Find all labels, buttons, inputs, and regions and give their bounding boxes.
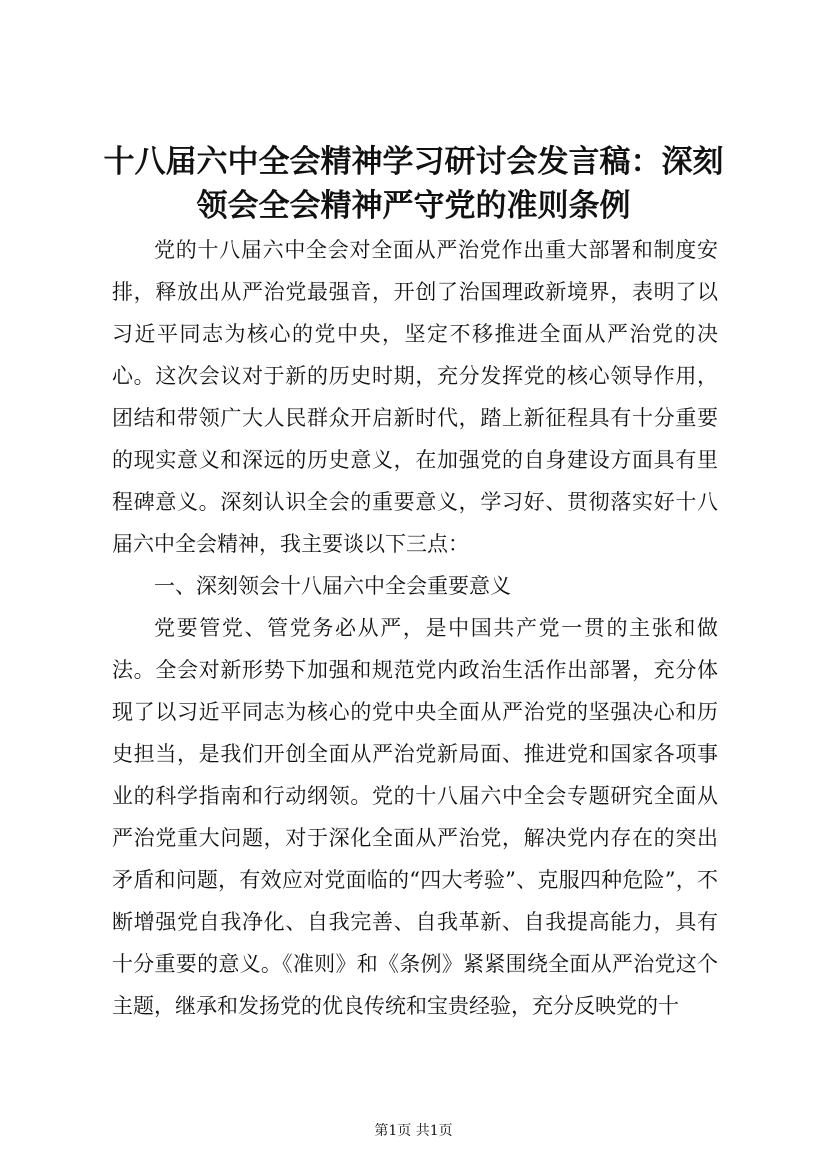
paragraph-intro: 党的十八届六中全会对全面从严治党作出重大部署和制度安排，释放出从严治党最强音，开创了治国理政新境界，表明了以习近平同志为核心的党中央，坚定不移推进全面从严治党的决心。这次会议对于新的历史时期，充分发挥党的核心领导作用，团结和带领广大人民群众开启新时代，踏上新征程具有十分重要的现实意义和深远的历史意义，在加强党的自身建设方面具有里程碑意义。深刻认识全会的重要意义，学习好、贯彻落实好十八届六中全会精神，我主要谈以下三点： <box>112 238 718 556</box>
document-title: 十八届六中全会精神学习研讨会发言稿：深刻领会全会精神严守党的准则条例 <box>103 144 724 224</box>
paragraph-section-1: 党要管党、管党务必从严，是中国共产党一贯的主张和做法。全会对新形势下加强和规范党内政治生活作出部署，充分体现了以习近平同志为核心的党中央全面从严治党的坚强决心和历史担当，是我们开创全面从严治党新局面、推进党和国家各项事业的科学指南和行动纲领。党的十八届六中全会专题研究全面从严治党重大问题，对于深化全面从严治党，解决党内存在的突出矛盾和问题，有效应对党面临的“四大考验”、克服四种危险”，不断增强党自我净化、自我完善、自我革新、自我提高能力，具有十分重要的意义。《准则》和《条例》紧紧围绕全面从严治党这个主题，继承和发扬党的优良传统和宝贵经验，充分反映党的十 <box>112 616 718 1018</box>
page-footer: 第1页 共1页 <box>374 1123 453 1139</box>
section-heading-1: 一、深刻领会十八届六中全会重要意义 <box>154 574 511 598</box>
document-body <box>112 229 718 1027</box>
